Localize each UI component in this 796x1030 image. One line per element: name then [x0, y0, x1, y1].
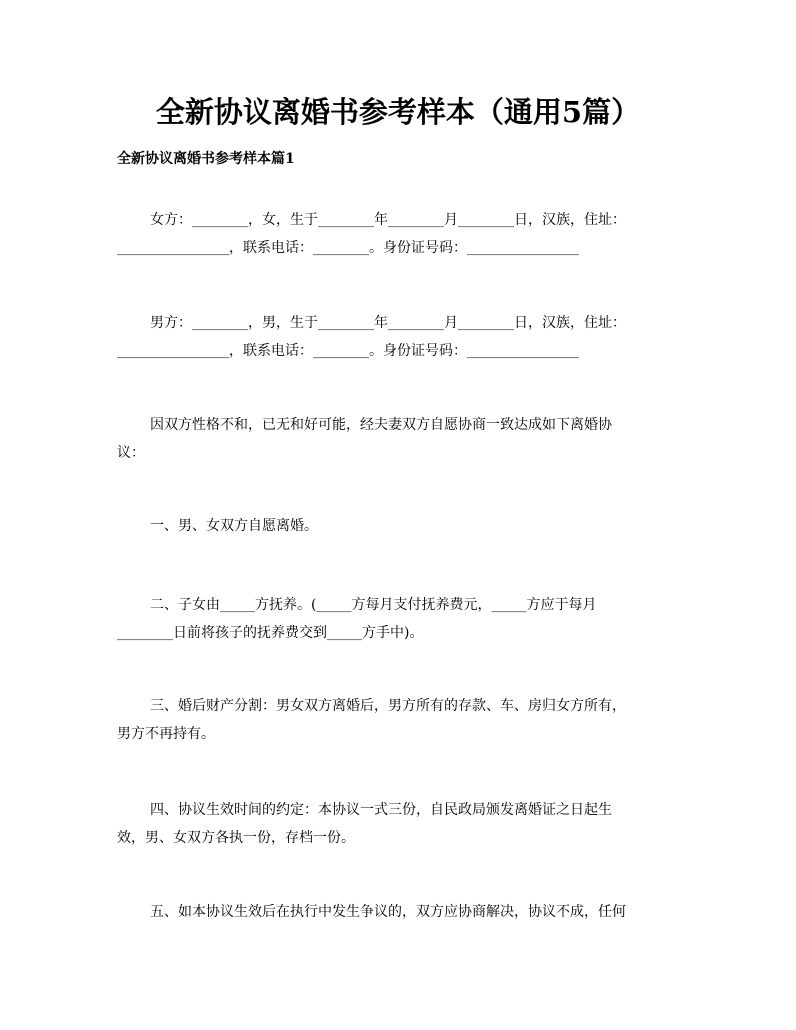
- paragraph-line: 女方：________，女，生于________年________月________日，汉族，住址：: [150, 212, 626, 228]
- paragraph-line: 男方：________，男，生于________年________月________日，汉族，住址：: [150, 315, 626, 331]
- paragraph-line: ________________，联系电话：________。身份证号码：________________: [117, 240, 579, 256]
- paragraph-line: 二、子女由_____方抚养。(_____方每月支付抚养费元，_____方应于每月: [150, 597, 597, 613]
- paragraph-male-party: [117, 309, 689, 365]
- paragraph-line: 四、协议生效时间的约定：本协议一式三份，自民政局颁发离婚证之日起生: [150, 802, 612, 818]
- section-heading: 全新协议离婚书参考样本篇1: [117, 151, 295, 167]
- clause-3: [117, 692, 689, 748]
- paragraph-female-party: [117, 206, 689, 262]
- clause-1: [117, 512, 689, 540]
- paragraph-line: 一、男、女双方自愿离婚。: [150, 518, 318, 534]
- paragraph-line: 男方不再持有。: [117, 726, 215, 742]
- paragraph-line: 议：: [117, 445, 145, 461]
- paragraph-line: ________________，联系电话：________。身份证号码：________________: [117, 343, 579, 359]
- paragraph-line: 三、婚后财产分割：男女双方离婚后，男方所有的存款、车、房归女方所有，: [150, 698, 626, 714]
- document-title: 全新协议离婚书参考样本（通用5篇）: [155, 95, 641, 129]
- paragraph-preamble: [117, 411, 689, 467]
- clause-5: [117, 898, 689, 926]
- paragraph-line: 效，男、女双方各执一份，存档一份。: [117, 830, 355, 846]
- paragraph-line: 五、如本协议生效后在执行中发生争议的，双方应协商解决，协议不成，任何: [150, 904, 626, 920]
- paragraph-line: 因双方性格不和，已无和好可能，经夫妻双方自愿协商一致达成如下离婚协: [150, 417, 612, 433]
- paragraph-line: ________日前将孩子的抚养费交到_____方手中)。: [117, 625, 424, 641]
- clause-2: [117, 591, 689, 647]
- clause-4: [117, 796, 689, 852]
